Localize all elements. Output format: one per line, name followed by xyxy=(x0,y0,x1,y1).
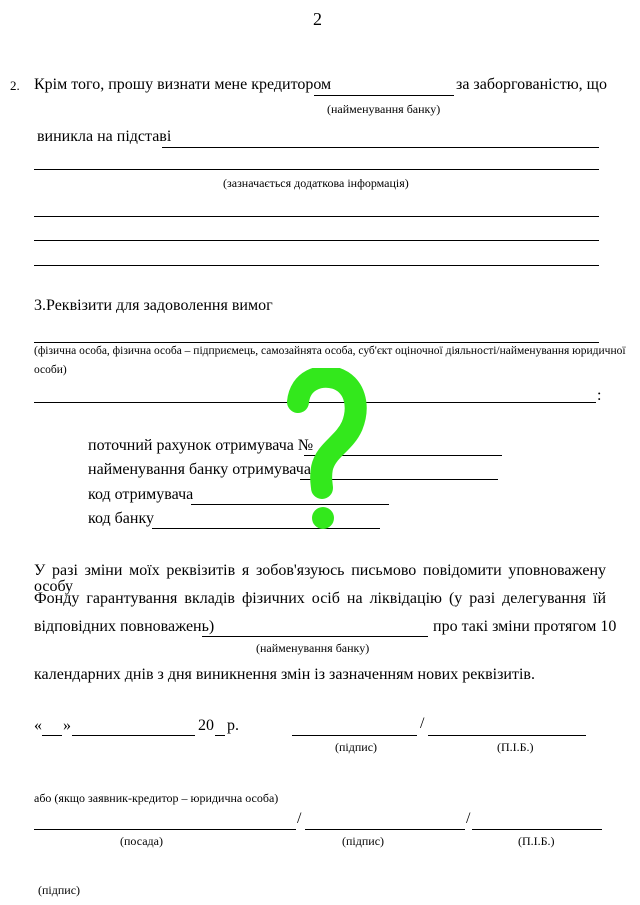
position-line[interactable] xyxy=(34,829,296,830)
name-line[interactable] xyxy=(428,735,586,736)
slash-2: / xyxy=(297,810,302,827)
recipient-code-label: код отримувача xyxy=(88,486,194,503)
colon: : xyxy=(597,387,602,404)
basis-label: виникла на підставі xyxy=(37,128,172,145)
blank-line-1[interactable] xyxy=(34,216,599,217)
person-name-line[interactable] xyxy=(34,342,599,343)
position-hint: (посада) xyxy=(120,834,163,848)
question-mark-icon xyxy=(280,368,370,538)
recipient-bank-label: найменування банку отримувача xyxy=(88,461,311,478)
signature-line[interactable] xyxy=(292,735,417,736)
signature-line-2[interactable] xyxy=(305,829,465,830)
account-label: поточний рахунок отримувача № xyxy=(88,437,314,454)
slash-3: / xyxy=(466,810,471,827)
year-suffix: р. xyxy=(227,717,239,734)
notice-line3-start: відповідних повноважень) xyxy=(34,618,215,635)
month-line[interactable] xyxy=(72,735,195,736)
year-prefix: 20 xyxy=(198,717,214,734)
notice-line4: календарних днів з дня виникнення змін із зазначенням нових реквізитів. xyxy=(34,666,535,683)
date-open-quote: « xyxy=(34,717,42,734)
notice-line1: У разі зміни моїх реквізитів я зобов'язуюсь письмово повідомити уповноважену особу xyxy=(34,562,606,595)
legal-entity-note: або (якщо заявник-кредитор – юридична особа) xyxy=(34,791,279,805)
signature-hint-3: (підпис) xyxy=(38,883,81,897)
name-line-2[interactable] xyxy=(472,829,602,830)
section-2-number: 2. xyxy=(10,78,20,93)
signature-hint-2: (підпис) xyxy=(342,834,385,848)
year-line[interactable] xyxy=(215,735,225,736)
page-number: 2 xyxy=(313,9,322,29)
section-3-title: 3.Реквізити для задоволення вимог xyxy=(34,297,273,314)
slash-1: / xyxy=(420,715,425,732)
basis-line[interactable] xyxy=(162,147,599,148)
notice-line3-end: про такі зміни протягом 10 xyxy=(433,618,617,635)
person-hint-line1: (фізична особа, фізична особа – підприємець, самозайнята особа, суб'єкт оціночної діяльності/найменування юридичної xyxy=(34,345,626,357)
day-line[interactable] xyxy=(42,735,62,736)
person-hint-line2: особи) xyxy=(34,364,67,376)
notice-bank-hint: (найменування банку) xyxy=(256,641,370,655)
bank-name-hint: (найменування банку) xyxy=(327,102,441,116)
notice-bank-line[interactable] xyxy=(202,636,428,637)
blank-line-3[interactable] xyxy=(34,265,599,266)
name-hint: (П.І.Б.) xyxy=(497,740,534,754)
notice-line2: Фонду гарантування вкладів фізичних осіб на ліквідацію (у разі делегування їй xyxy=(34,590,606,607)
creditor-bank-line[interactable] xyxy=(314,95,454,96)
extra-info-hint: (зазначається додаткова інформація) xyxy=(223,176,409,190)
section-2-line1-text: Крім того, прошу визнати мене кредитором xyxy=(34,76,332,93)
extra-info-line[interactable] xyxy=(34,169,599,170)
signature-hint: (підпис) xyxy=(335,740,378,754)
section-2-line1-tail: за заборгованістю, що xyxy=(456,76,607,93)
blank-line-2[interactable] xyxy=(34,240,599,241)
date-close-quote: » xyxy=(63,717,71,734)
bank-code-label: код банку xyxy=(88,510,154,527)
name-hint-2: (П.І.Б.) xyxy=(518,834,555,848)
